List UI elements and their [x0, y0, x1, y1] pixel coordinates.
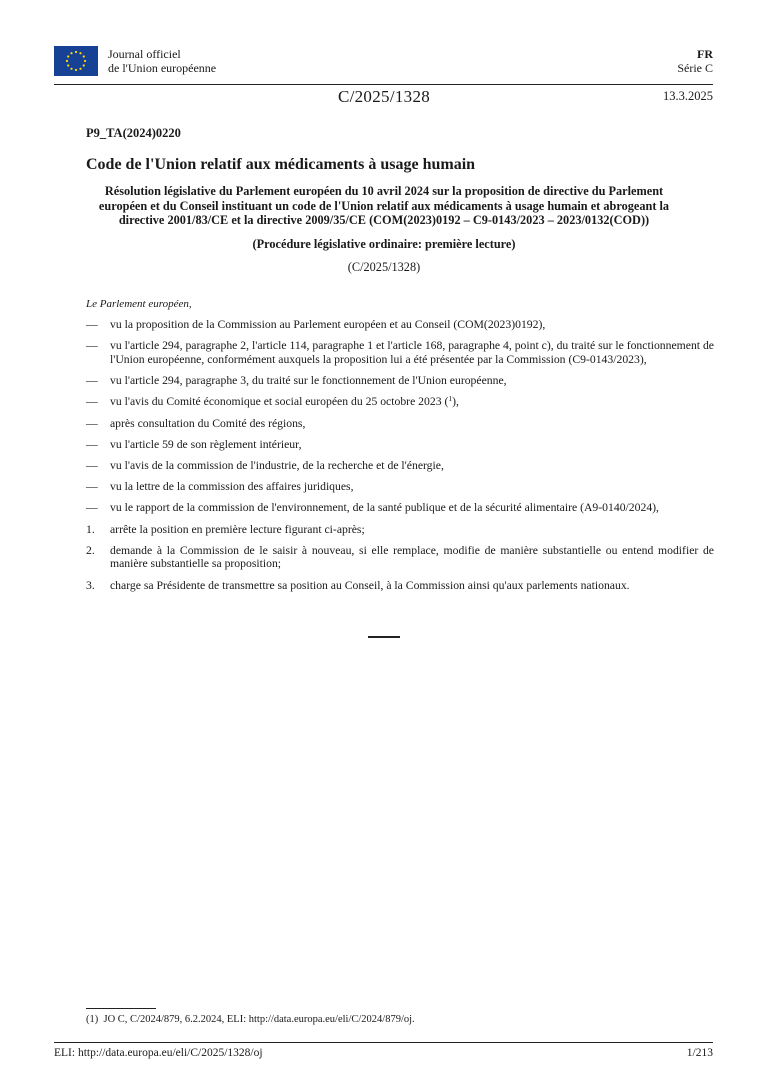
dash-marker: — — [86, 374, 98, 388]
flag-star-icon — [79, 68, 81, 70]
journal-title — [108, 47, 216, 75]
consideration-item — [86, 459, 714, 473]
dash-marker: — — [86, 458, 98, 472]
consideration-text: vu l'avis du Comité économique et social européen du 25 octobre 2023 — [110, 395, 442, 409]
decision-number: 3. — [86, 578, 95, 592]
dash-marker: — — [86, 395, 98, 409]
consideration-item: — vu l'avis du Comité économique et social européen du 25 octobre 2023 ($^1$), — [86, 394, 459, 409]
consideration-text: vu l'article 59 de son règlement intérieur, — [110, 437, 302, 451]
decision-item — [86, 579, 714, 593]
dash-marker: — — [86, 416, 98, 430]
flag-star-icon — [84, 60, 86, 62]
dash-marker: — — [86, 501, 98, 515]
section-separator — [368, 636, 400, 638]
dash-marker: — — [86, 437, 98, 451]
footnote-reference[interactable]: 1 — [448, 394, 453, 404]
flag-background — [54, 46, 98, 76]
footnote — [86, 1014, 415, 1025]
footer-eli — [54, 1047, 263, 1059]
resolution-body — [86, 318, 714, 600]
footnote-divider — [86, 1008, 156, 1009]
eli-link[interactable]: http://data.europa.eu/eli/C/2025/1328/oj — [77, 1047, 263, 1059]
consideration-text: vu l'avis de la commission de l'industrie, de la recherche et de l'énergie, — [110, 458, 444, 472]
consideration-text: vu l'article 294, paragraphe 2, l'article 114, paragraphe 1 et l'article 168, paragraphe 4, point c), du traité sur le fonctionnement de l'Union européenne, conformément auxquels la proposition lui a été présentée par la Commission (C9-0143/2023), — [110, 339, 714, 366]
decision-text: demande à la Commission de le saisir à nouveau, si elle remplace, modifie de manière substantielle ou entend modifier de manière substantielle sa proposition; — [110, 543, 714, 571]
consideration-item — [86, 501, 714, 515]
document-code: (C/2025/1328) — [347, 260, 421, 274]
flag-star-icon — [75, 51, 77, 53]
flag-star-icon — [83, 64, 85, 66]
header-divider — [54, 84, 713, 85]
decision-number: 2. — [86, 543, 95, 557]
consideration-text: vu la proposition de la Commission au Parlement européen et au Conseil (COM(2023)0192), — [110, 318, 546, 331]
consideration-text: après consultation du Comité des régions, — [110, 416, 306, 430]
consideration-text: vu l'article 294, paragraphe 3, du traité sur le fonctionnement de l'Union européenne, — [110, 374, 507, 388]
journal-title-line1: Journal officiel — [108, 47, 181, 61]
publication-date: 13.3.2025 — [663, 89, 713, 103]
flag-star-icon — [79, 52, 81, 54]
decision-item — [86, 544, 714, 571]
flag-star-icon — [66, 60, 68, 62]
decision-number: 1. — [86, 522, 95, 536]
consideration-item — [86, 438, 714, 452]
page-number: 1/213 — [686, 1047, 713, 1059]
eu-flag-icon — [54, 46, 98, 76]
journal-header — [54, 46, 713, 82]
footnote-text: JO C, C/2024/879, 6.2.2024, ELI: http://data.europa.eu/eli/C/2024/879/oj. — [103, 1014, 415, 1025]
document-title: Code de l'Union relatif aux médicaments à usage humain — [86, 156, 476, 173]
flag-star-icon — [83, 55, 85, 57]
language-series — [677, 47, 713, 75]
language-code: FR — [697, 47, 713, 61]
dash-marker: — — [86, 480, 98, 494]
series-label: Série C — [677, 61, 713, 75]
consideration-item — [86, 339, 714, 366]
footnote-number: (1) — [86, 1014, 99, 1025]
consideration-text-end: , — [456, 395, 459, 409]
flag-star-icon — [70, 68, 72, 70]
eu-flag-stars — [54, 46, 98, 76]
consideration-text: vu la lettre de la commission des affaires juridiques, — [110, 480, 354, 494]
intro-text: Le Parlement européen, — [86, 298, 192, 310]
consideration-item — [86, 417, 714, 431]
consideration-item — [86, 480, 714, 494]
journal-title-line2: de l'Union européenne — [108, 61, 217, 75]
flag-star-icon — [70, 52, 72, 54]
flag-star-icon — [75, 69, 77, 71]
document-number: C/2025/1328 — [337, 87, 431, 106]
dash-marker: — — [86, 339, 98, 353]
consideration-item — [86, 318, 714, 332]
flag-star-icon — [67, 55, 69, 57]
procedure-label: (Procédure législative ordinaire: première lecture) — [252, 237, 516, 251]
decision-text: arrête la position en première lecture figurant ci-après; — [110, 522, 365, 536]
consideration-item — [86, 374, 714, 388]
consideration-text: vu le rapport de la commission de l'environnement, de la santé publique et de la sécurité alimentaire (A9-0140/2024), — [110, 501, 659, 515]
decision-item — [86, 523, 714, 537]
decision-text: charge sa Présidente de transmettre sa position au Conseil, à la Commission ainsi qu'aux parlements nationaux. — [110, 578, 630, 592]
dash-marker: — — [86, 318, 98, 331]
reference-number: P9_TA(2024)0220 — [86, 126, 181, 140]
flag-star-icon — [67, 64, 69, 66]
resolution-subtitle: Résolution législative du Parlement européen du 10 avril 2024 sur la proposition de directive du Parlement européen et du Conseil instituant un code de l'Union relatif aux médicaments à usage humain et abrogeant la directive 2001/83/CE et la directive 2009/35/CE (COM(2023)0192 – C9-0143/2023 – 2023/0132(COD)) — [98, 184, 670, 227]
eli-label: ELI: — [54, 1047, 76, 1059]
footer-divider — [54, 1042, 713, 1043]
